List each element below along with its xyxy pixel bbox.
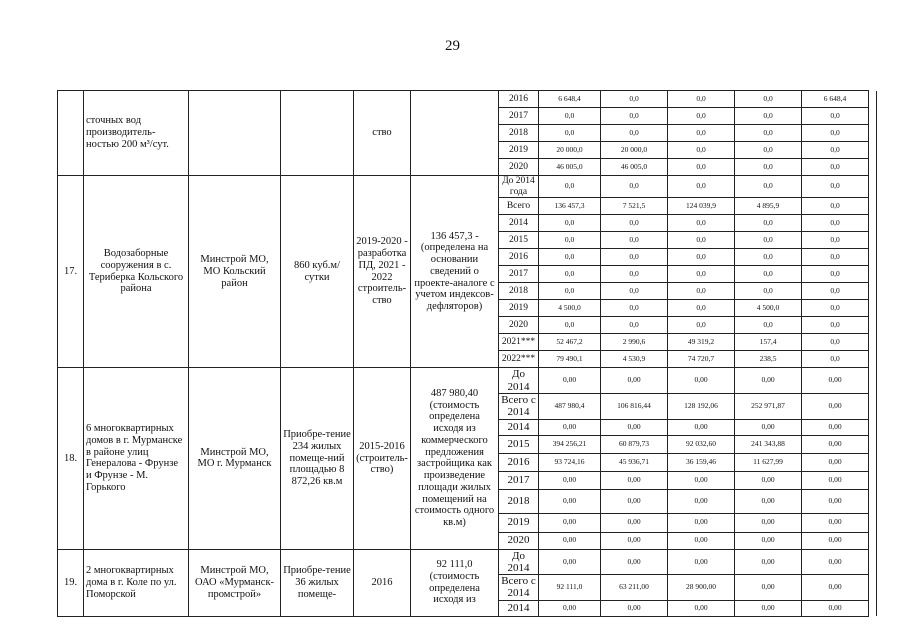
object-executor: Минстрой МО, МО г. Мурманск [189,368,281,549]
amount-cell: 0,00 [601,600,668,616]
amount-cell: 0,00 [802,600,869,616]
amount-cell: 0,00 [601,489,668,513]
amount-cell: 0,0 [668,215,735,232]
amount-cell: 0,0 [802,198,869,215]
amount-cell: 0,00 [668,471,735,489]
amount-cell: 0,0 [802,266,869,283]
object-period: ство [354,91,411,176]
table-row [58,176,877,198]
year-cell: 2020 [499,159,539,176]
object-cost [411,91,499,176]
amount-cell: 0,0 [802,142,869,159]
amount-cell: 0,0 [802,232,869,249]
object-cost: 487 980,40 (стоимость определена исходя из коммерческого предложения застройщика как произведение площади жилых помещений на стоимость одного кв.м) [411,368,499,549]
amount-cell: 124 039,9 [668,198,735,215]
amount-cell: 0,0 [802,283,869,300]
object-cost: 136 457,3 - (определена на основании сведений о проекте-аналоге с учетом индексов-дефляторов) [411,176,499,368]
object-period: 2019-2020 - разработка ПД, 2021 - 2022 строитель-ство [354,176,411,368]
amount-cell: 0,0 [601,108,668,125]
amount-cell: 0,0 [601,266,668,283]
table-edge-cell [869,489,877,513]
table-edge-cell [869,300,877,317]
amount-cell: 0,0 [668,108,735,125]
amount-cell: 0,0 [539,176,601,198]
amount-cell: 11 627,99 [735,453,802,471]
amount-cell: 93 724,16 [539,453,601,471]
amount-cell: 0,00 [668,513,735,532]
amount-cell: 0,0 [668,283,735,300]
amount-cell: 0,00 [601,532,668,549]
amount-cell: 92 111,0 [539,575,601,601]
amount-cell: 0,0 [735,317,802,334]
amount-cell: 0,0 [802,159,869,176]
amount-cell: 0,0 [668,176,735,198]
amount-cell: 0,00 [735,513,802,532]
year-cell: 2014 [499,600,539,616]
amount-cell: 28 900,00 [668,575,735,601]
amount-cell: 0,0 [668,266,735,283]
amount-cell: 157,4 [735,334,802,351]
amount-cell: 0,0 [802,317,869,334]
year-cell: 2020 [499,532,539,549]
year-cell: 2017 [499,266,539,283]
amount-cell: 0,00 [802,419,869,435]
amount-cell: 0,0 [601,300,668,317]
amount-cell: 106 816,44 [601,393,668,419]
amount-cell: 0,0 [539,232,601,249]
amount-cell: 0,0 [539,283,601,300]
table-row [58,91,877,108]
table-edge-cell [869,393,877,419]
amount-cell: 7 521,5 [601,198,668,215]
year-cell: Всего [499,198,539,215]
object-executor: Минстрой МО, ОАО «Мурманск-промстрой» [189,549,281,616]
amount-cell: 0,0 [802,300,869,317]
year-cell: 2019 [499,300,539,317]
table-edge-cell [869,600,877,616]
amount-cell: 4 500,0 [539,300,601,317]
amount-cell: 0,0 [668,232,735,249]
year-cell: 2014 [499,419,539,435]
amount-cell: 0,0 [735,266,802,283]
object-number: 18. [58,368,84,549]
amount-cell: 0,00 [802,532,869,549]
amount-cell: 0,0 [735,142,802,159]
table-edge-cell [869,575,877,601]
table-edge-cell [869,334,877,351]
amount-cell: 0,00 [735,471,802,489]
table-edge-cell [869,198,877,215]
amount-cell: 0,00 [601,419,668,435]
year-cell: 2016 [499,453,539,471]
year-cell: 2022*** [499,351,539,368]
table-edge-cell [869,532,877,549]
year-cell: 2016 [499,249,539,266]
year-cell: 2021*** [499,334,539,351]
year-cell: 2018 [499,125,539,142]
amount-cell: 0,00 [539,549,601,575]
amount-cell: 79 490,1 [539,351,601,368]
amount-cell: 49 319,2 [668,334,735,351]
amount-cell: 0,0 [601,91,668,108]
table-edge-cell [869,283,877,300]
object-name: сточных вод производитель-ностью 200 м³/сут. [84,91,189,176]
amount-cell: 0,0 [802,215,869,232]
amount-cell: 394 256,21 [539,435,601,453]
table-edge-cell [869,549,877,575]
program-table-body [58,91,877,617]
amount-cell: 0,0 [735,215,802,232]
amount-cell: 0,0 [802,125,869,142]
amount-cell: 0,00 [668,600,735,616]
amount-cell: 0,0 [735,232,802,249]
amount-cell: 0,0 [539,108,601,125]
object-capacity: 860 куб.м/сутки [281,176,354,368]
amount-cell: 0,0 [735,91,802,108]
amount-cell: 0,0 [668,91,735,108]
year-cell: 2014 [499,215,539,232]
amount-cell: 0,00 [735,549,802,575]
object-period: 2016 [354,549,411,616]
amount-cell: 0,00 [668,419,735,435]
amount-cell: 252 971,87 [735,393,802,419]
amount-cell: 2 990,6 [601,334,668,351]
year-cell: До 2014 года [499,176,539,198]
amount-cell: 0,0 [539,215,601,232]
amount-cell: 0,00 [735,368,802,394]
object-name: 6 многоквартирных домов в г. Мурманске в районе улиц Генералова - Фрунзе и Фрунзе - М. Горького [84,368,189,549]
table-edge-cell [869,215,877,232]
amount-cell: 0,00 [802,471,869,489]
amount-cell: 0,00 [668,489,735,513]
amount-cell: 20 000,0 [601,142,668,159]
year-cell: 2019 [499,513,539,532]
amount-cell: 0,0 [668,125,735,142]
amount-cell: 0,0 [802,176,869,198]
amount-cell: 241 343,88 [735,435,802,453]
amount-cell: 0,0 [539,317,601,334]
amount-cell: 0,00 [539,419,601,435]
page-number: 29 [445,38,460,54]
table-edge-cell [869,91,877,108]
amount-cell: 0,00 [601,471,668,489]
amount-cell: 0,0 [735,283,802,300]
amount-cell: 0,0 [735,108,802,125]
object-capacity [281,91,354,176]
table-edge-cell [869,317,877,334]
amount-cell: 92 032,60 [668,435,735,453]
amount-cell: 0,00 [735,419,802,435]
amount-cell: 0,0 [601,215,668,232]
amount-cell: 0,00 [539,471,601,489]
amount-cell: 0,00 [735,489,802,513]
amount-cell: 0,0 [601,176,668,198]
amount-cell: 74 720,7 [668,351,735,368]
amount-cell: 0,0 [735,125,802,142]
amount-cell: 0,00 [735,575,802,601]
year-cell: 2016 [499,91,539,108]
amount-cell: 0,00 [735,532,802,549]
amount-cell: 0,0 [668,317,735,334]
amount-cell: 0,0 [601,125,668,142]
table-edge-cell [869,368,877,394]
amount-cell: 238,5 [735,351,802,368]
object-executor: Минстрой МО, МО Кольский район [189,176,281,368]
amount-cell: 4 500,0 [735,300,802,317]
amount-cell: 0,00 [601,513,668,532]
amount-cell: 0,0 [668,142,735,159]
amount-cell: 0,0 [735,249,802,266]
amount-cell: 0,00 [601,549,668,575]
amount-cell: 0,00 [668,368,735,394]
amount-cell: 0,0 [601,232,668,249]
amount-cell: 0,0 [539,125,601,142]
amount-cell: 0,00 [802,575,869,601]
object-period: 2015-2016 (строитель-ство) [354,368,411,549]
amount-cell: 0,00 [539,532,601,549]
amount-cell: 0,00 [802,393,869,419]
year-cell: 2018 [499,283,539,300]
year-cell: 2019 [499,142,539,159]
amount-cell: 0,00 [802,549,869,575]
amount-cell: 0,0 [735,176,802,198]
amount-cell: 487 980,4 [539,393,601,419]
amount-cell: 6 648,4 [539,91,601,108]
amount-cell: 0,00 [539,600,601,616]
amount-cell: 0,0 [668,300,735,317]
year-cell: 2020 [499,317,539,334]
amount-cell: 0,00 [668,532,735,549]
amount-cell: 60 879,73 [601,435,668,453]
object-cost: 92 111,0 (стоимость определена исходя из [411,549,499,616]
amount-cell: 128 192,06 [668,393,735,419]
table-edge-cell [869,232,877,249]
year-cell: 2015 [499,232,539,249]
amount-cell: 0,00 [735,600,802,616]
year-cell: До 2014 [499,549,539,575]
amount-cell: 0,0 [802,334,869,351]
year-cell: 2018 [499,489,539,513]
year-cell: Всего с 2014 [499,575,539,601]
table-edge-cell [869,351,877,368]
table-edge-cell [869,266,877,283]
amount-cell: 46 005,0 [601,159,668,176]
amount-cell: 20 000,0 [539,142,601,159]
table-edge-cell [869,453,877,471]
object-name: 2 многоквартирных дома в г. Коле по ул. Поморской [84,549,189,616]
amount-cell: 0,00 [802,489,869,513]
year-cell: До 2014 [499,368,539,394]
object-number: 19. [58,549,84,616]
amount-cell: 52 467,2 [539,334,601,351]
table-edge-cell [869,419,877,435]
amount-cell: 136 457,3 [539,198,601,215]
amount-cell: 0,0 [735,159,802,176]
amount-cell: 0,0 [601,283,668,300]
table-edge-cell [869,435,877,453]
year-cell: 2017 [499,108,539,125]
amount-cell: 0,00 [802,435,869,453]
year-cell: 2015 [499,435,539,453]
amount-cell: 0,0 [668,249,735,266]
amount-cell: 0,0 [539,249,601,266]
amount-cell: 0,0 [601,249,668,266]
amount-cell: 0,0 [802,249,869,266]
amount-cell: 63 211,00 [601,575,668,601]
amount-cell: 36 159,46 [668,453,735,471]
amount-cell: 45 936,71 [601,453,668,471]
amount-cell: 0,00 [802,368,869,394]
amount-cell: 6 648,4 [802,91,869,108]
amount-cell: 0,00 [539,489,601,513]
object-capacity: Приобре-тение 234 жилых помеще-ний площадью 8 872,26 кв.м [281,368,354,549]
amount-cell: 4 530,9 [601,351,668,368]
amount-cell: 4 895,9 [735,198,802,215]
amount-cell: 0,0 [802,351,869,368]
table-edge-cell [869,249,877,266]
year-cell: Всего с 2014 [499,393,539,419]
amount-cell: 0,00 [539,368,601,394]
amount-cell: 0,00 [601,368,668,394]
object-name: Водозаборные сооружения в с. Териберка Кольского района [84,176,189,368]
object-executor [189,91,281,176]
table-edge-cell [869,142,877,159]
amount-cell: 0,0 [539,266,601,283]
program-table [57,90,877,617]
year-cell: 2017 [499,471,539,489]
table-row [58,368,877,394]
object-number [58,91,84,176]
amount-cell: 0,0 [802,108,869,125]
table-edge-cell [869,125,877,142]
amount-cell: 0,0 [668,159,735,176]
amount-cell: 0,00 [802,513,869,532]
table-edge-cell [869,108,877,125]
table-edge-cell [869,176,877,198]
object-capacity: Приобре-тение 36 жилых помеще- [281,549,354,616]
table-edge-cell [869,159,877,176]
table-edge-cell [869,471,877,489]
amount-cell: 0,00 [539,513,601,532]
object-number: 17. [58,176,84,368]
table-edge-cell [869,513,877,532]
amount-cell: 0,00 [668,549,735,575]
amount-cell: 0,0 [601,317,668,334]
amount-cell: 46 005,0 [539,159,601,176]
amount-cell: 0,00 [802,453,869,471]
table-row [58,549,877,575]
